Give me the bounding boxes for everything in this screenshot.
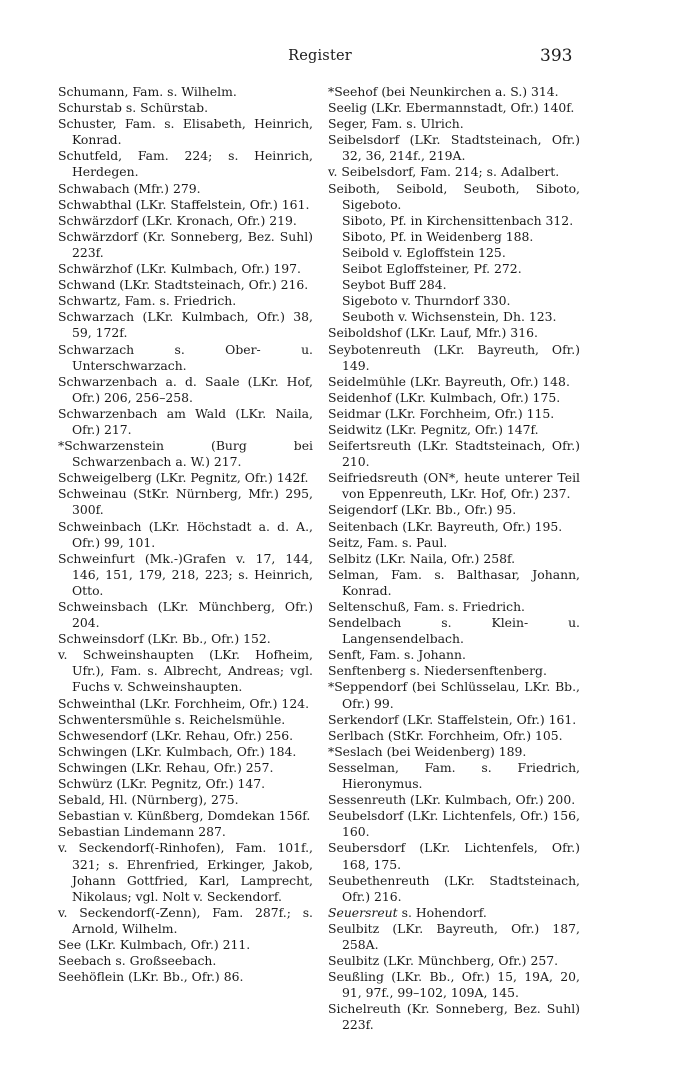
index-entry: Seitz, Fam. s. Paul. [328, 534, 448, 550]
index-entry: Seidwitz (LKr. Pegnitz, Ofr.) 147f. [328, 421, 539, 437]
index-entry: Schwärzhof (LKr. Kulmbach, Ofr.) 197. [58, 261, 301, 277]
index-entry: Seltenschuß, Fam. s. Friedrich. [328, 599, 525, 614]
index-entry: Schwingen (LKr. Rehau, Ofr.) 257. [58, 759, 274, 775]
index-entry: Sebastian v. Künßberg, Domdekan 156f. [58, 808, 311, 824]
index-entry: *Seslach (bei Weidenberg) 189. [328, 743, 527, 759]
index-entry: Seger, Fam. s. Ulrich. [328, 116, 464, 132]
index-entry: Schwarzach s. Ober- u. Unterschwarzach. [58, 341, 313, 373]
index-entry: v. Seckendorf(-Zenn), Fam. 287f.; s. Arnold, Wilhelm. [58, 904, 313, 936]
index-entry: Seidenhof (LKr. Kulmbach, Ofr.) 175. [328, 389, 561, 405]
index-entry: Schweinbach (LKr. Höchstadt a. d. A., Ofr.) 99, 101. [58, 518, 313, 550]
index-entry: Sessenreuth (LKr. Kulmbach, Ofr.) 200. [328, 792, 576, 808]
index-entry: Seelig (LKr. Ebermannstadt, Ofr.) 140f. [328, 100, 575, 116]
index-entry: Seulbitz (LKr. Bayreuth, Ofr.) 187, 258A. [328, 920, 580, 952]
index-entry: Sebald, Hl. (Nürnberg), 275. [58, 792, 239, 808]
index-entry: Seußling (LKr. Bb., Ofr.) 15, 19A, 20, 91, 97f., 99–102, 109A, 145. [328, 969, 580, 1001]
page-number: 393 [540, 46, 573, 66]
running-header-title: Register [288, 48, 352, 64]
index-entry: Serkendorf (LKr. Staffelstein, Ofr.) 161. [328, 711, 577, 727]
index-entry: Schurstab s. Schürstab. [58, 100, 209, 116]
index-subentry: Seuboth v. Wichsenstein, Dh. 123. [342, 309, 557, 325]
index-entry: Schwärzdorf (LKr. Kronach, Ofr.) 219. [58, 212, 297, 228]
index-entry: Schutfeld, Fam. 224; s. Heinrich, Herdegen. [58, 148, 313, 180]
index-entry: Schwand (LKr. Stadtsteinach, Ofr.) 216. [58, 277, 309, 293]
index-entry: Seehöflein (LKr. Bb., Ofr.) 86. [58, 969, 244, 985]
index-column-left [58, 84, 313, 985]
index-entry: Seybotenreuth (LKr. Bayreuth, Ofr.) 149. [328, 341, 580, 373]
index-entry: *Seppendorf (bei Schlüsselau, LKr. Bb., Ofr.) 99. [328, 679, 580, 711]
index-entry: Schweinfurt (Mk.-)Grafen v. 17, 144, 146, 151, 179, 218, 223; s. Heinrich, Otto. [58, 550, 313, 598]
index-subentry: Seybot Buff 284. [342, 277, 447, 293]
index-subentry: Seibold v. Egloffstein 125. [342, 244, 506, 260]
index-entry: Schweinsdorf (LKr. Bb., Ofr.) 152. [58, 631, 271, 647]
index-column-right [328, 84, 580, 1034]
index-entry: Schumann, Fam. s. Wilhelm. [58, 84, 237, 99]
index-entry: *Schwarzenstein (Burg bei Schwarzenbach a. W.) 217. [58, 438, 313, 470]
index-entry: Seulbitz (LKr. Münchberg, Ofr.) 257. [328, 953, 559, 969]
index-entry: Senftenberg s. Niedersenftenberg. [328, 663, 547, 679]
index-entry: Seitenbach (LKr. Bayreuth, Ofr.) 195. [328, 518, 563, 534]
index-entry: Seebach s. Großseebach. [58, 953, 217, 969]
index-entry: Schweigelberg (LKr. Pegnitz, Ofr.) 142f. [58, 470, 309, 486]
index-entry: Seubethenreuth (LKr. Stadtsteinach, Ofr.) 216. [328, 872, 580, 904]
index-entry: Seifertsreuth (LKr. Stadtsteinach, Ofr.) 210. [328, 438, 580, 470]
index-entry: Seigendorf (LKr. Bb., Ofr.) 95. [328, 502, 517, 518]
index-entry: Selbitz (LKr. Naila, Ofr.) 258f. [328, 550, 516, 566]
index-entry: Schwesendorf (LKr. Rehau, Ofr.) 256. [58, 727, 294, 743]
index-entry: Seidmar (LKr. Forchheim, Ofr.) 115. [328, 405, 555, 421]
index-subentry: Siboto, Pf. in Weidenberg 188. [342, 228, 534, 244]
index-entry: Schuster, Fam. s. Elisabeth, Heinrich, Konrad. [58, 116, 313, 148]
index-entry: Schwartz, Fam. s. Friedrich. [58, 293, 237, 309]
index-entry: Sesselman, Fam. s. Friedrich, Hieronymus. [328, 759, 580, 792]
index-entry: Sichelreuth (Kr. Sonneberg, Bez. Suhl) 223f. [328, 1001, 580, 1033]
index-entry-italic-head: Seuersreut [328, 904, 398, 920]
index-entry: Sebastian Lindemann 287. [58, 824, 226, 840]
index-entry: Schwarzenbach am Wald (LKr. Naila, Ofr.) 217. [58, 405, 313, 437]
index-subentry: Siboto, Pf. in Kirchensittenbach 312. [342, 212, 574, 228]
index-entry: Schwentersmühle s. Reichelsmühle. [58, 711, 286, 727]
index-entry: Seidelmühle (LKr. Bayreuth, Ofr.) 148. [328, 373, 570, 389]
index-entry: Seiboldshof (LKr. Lauf, Mfr.) 316. [328, 325, 538, 341]
index-entry-rest: s. Hohendorf. [397, 904, 487, 920]
index-entry: Schweinsbach (LKr. Münchberg, Ofr.) 204. [58, 599, 313, 631]
index-entry: Seibelsdorf (LKr. Stadtsteinach, Ofr.) 32, 36, 214f., 219A. [328, 132, 580, 164]
index-entry: Schwingen (LKr. Kulmbach, Ofr.) 184. [58, 743, 297, 759]
index-entry: *Seehof (bei Neunkirchen a. S.) 314. [328, 84, 559, 99]
index-entry: Schwabthal (LKr. Staffelstein, Ofr.) 161. [58, 196, 310, 212]
index-entry: Schwarzach (LKr. Kulmbach, Ofr.) 38, 59, 172f. [58, 309, 313, 341]
index-entry: v. Seibelsdorf, Fam. 214; s. Adalbert. [328, 164, 560, 180]
index-entry: Seubersdorf (LKr. Lichtenfels, Ofr.) 168, 175. [328, 840, 580, 872]
index-entry: Seifriedsreuth (ON*, heute unterer Teil von Eppenreuth, LKr. Hof, Ofr.) 237. [328, 470, 580, 502]
index-entry: Senft, Fam. s. Johann. [328, 647, 466, 663]
index-entry: Selman, Fam. s. Balthasar, Johann, Konrad. [328, 566, 580, 598]
index-entry: Serlbach (StKr. Forchheim, Ofr.) 105. [328, 727, 563, 743]
index-subentry: Seibot Egloffsteiner, Pf. 272. [342, 261, 522, 277]
index-entry: v. Seckendorf(-Rinhofen), Fam. 101f., 321; s. Ehrenfried, Erkinger, Jakob, Johann Gottfried, Karl, Lamprecht, Nikolaus; vgl. Nolt v. Seckendorf. [58, 840, 313, 904]
index-entry: Schwabach (Mfr.) 279. [58, 180, 201, 196]
index-entry [328, 905, 580, 921]
page-header [0, 46, 700, 68]
index-subentry: Sigeboto v. Thurndorf 330. [342, 293, 511, 309]
index-entry: Seiboth, Seibold, Seuboth, Siboto, Sigeboto. [328, 180, 580, 212]
index-entry: See (LKr. Kulmbach, Ofr.) 211. [58, 936, 251, 952]
index-entry: Seubelsdorf (LKr. Lichtenfels, Ofr.) 156, 160. [328, 808, 580, 840]
index-entry: v. Schweinshaupten (LKr. Hofheim, Ufr.), Fam. s. Albrecht, Andreas; vgl. Fuchs v. Schweinshaupten. [58, 647, 313, 695]
index-entry: Sendelbach s. Klein- u. Langensendelbach. [328, 615, 580, 647]
index-entry: Schwürz (LKr. Pegnitz, Ofr.) 147. [58, 776, 266, 792]
index-entry: Schwärzdorf (Kr. Sonneberg, Bez. Suhl) 223f. [58, 228, 313, 260]
index-entry: Schwarzenbach a. d. Saale (LKr. Hof, Ofr.) 206, 256–258. [58, 373, 313, 405]
index-entry: Schweinthal (LKr. Forchheim, Ofr.) 124. [58, 695, 310, 711]
index-entry: Schweinau (StKr. Nürnberg, Mfr.) 295, 300f. [58, 486, 313, 518]
